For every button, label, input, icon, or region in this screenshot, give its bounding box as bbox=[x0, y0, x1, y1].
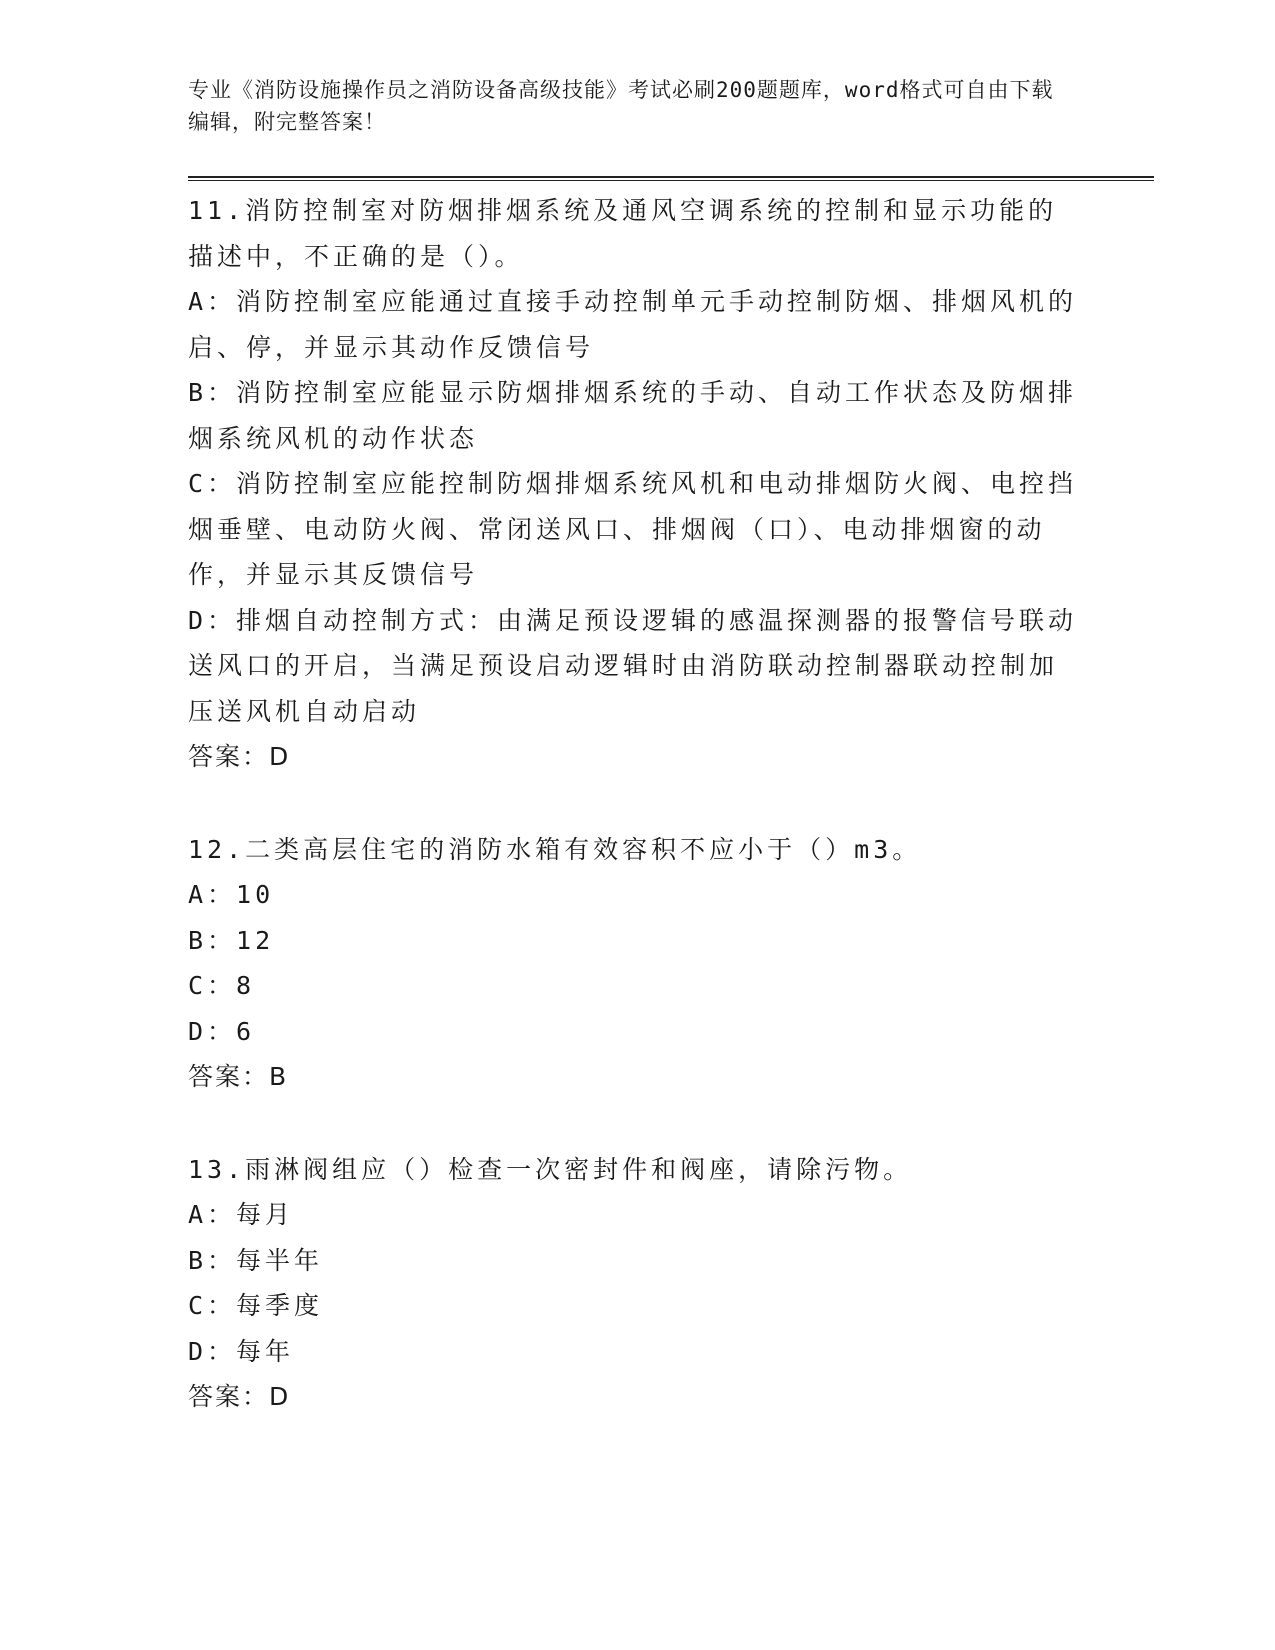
answer-line: 答案：B bbox=[188, 1062, 289, 1091]
option-a: A：10 bbox=[188, 880, 275, 909]
header-divider bbox=[188, 176, 1154, 181]
question-13 bbox=[188, 1147, 1078, 1420]
option-c: C：消防控制室应能控制防烟排烟系统风机和电动排烟防火阀、电控挡烟垂壁、电动防火阀、常闭送风口、排烟阀（口）、电动排烟窗的动作，并显示其反馈信号 bbox=[188, 469, 1078, 589]
option-c: C：8 bbox=[188, 971, 256, 1000]
option-d: D：每年 bbox=[188, 1336, 295, 1366]
document-header bbox=[188, 74, 1068, 138]
answer-line: 答案：D bbox=[188, 742, 291, 771]
option-b: B：12 bbox=[188, 925, 275, 955]
option-d: D：排烟自动控制方式：由满足预设逻辑的感温探测器的报警信号联动送风口的开启，当满足预设启动逻辑时由消防联动控制器联动控制加压送风机自动启动 bbox=[188, 605, 1078, 726]
question-stem: 11.消防控制室对防烟排烟系统及通风空调系统的控制和显示功能的描述中，不正确的是（）。 bbox=[188, 196, 1058, 271]
question-stem: 13.雨淋阀组应（）检查一次密封件和阀座，请除污物。 bbox=[188, 1154, 913, 1184]
question-stem: 12.二类高层住宅的消防水箱有效容积不应小于（）m3。 bbox=[188, 834, 922, 864]
option-b: B：每半年 bbox=[188, 1245, 324, 1275]
option-c: C：每季度 bbox=[188, 1291, 324, 1320]
option-a: A：每月 bbox=[188, 1200, 295, 1229]
option-a: A：消防控制室应能通过直接手动控制单元手动控制防烟、排烟风机的启、停，并显示其动作反馈信号 bbox=[188, 287, 1078, 362]
question-12 bbox=[188, 827, 1078, 1100]
answer-line: 答案：D bbox=[188, 1382, 291, 1411]
option-d: D：6 bbox=[188, 1016, 256, 1046]
header-text: 专业《消防设施操作员之消防设备高级技能》考试必刷200题题库，word格式可自由下载编辑，附完整答案！ bbox=[188, 78, 1054, 134]
option-b: B：消防控制室应能显示防烟排烟系统的手动、自动工作状态及防烟排烟系统风机的动作状态 bbox=[188, 378, 1078, 453]
question-list bbox=[188, 188, 1078, 1467]
question-11 bbox=[188, 188, 1078, 780]
